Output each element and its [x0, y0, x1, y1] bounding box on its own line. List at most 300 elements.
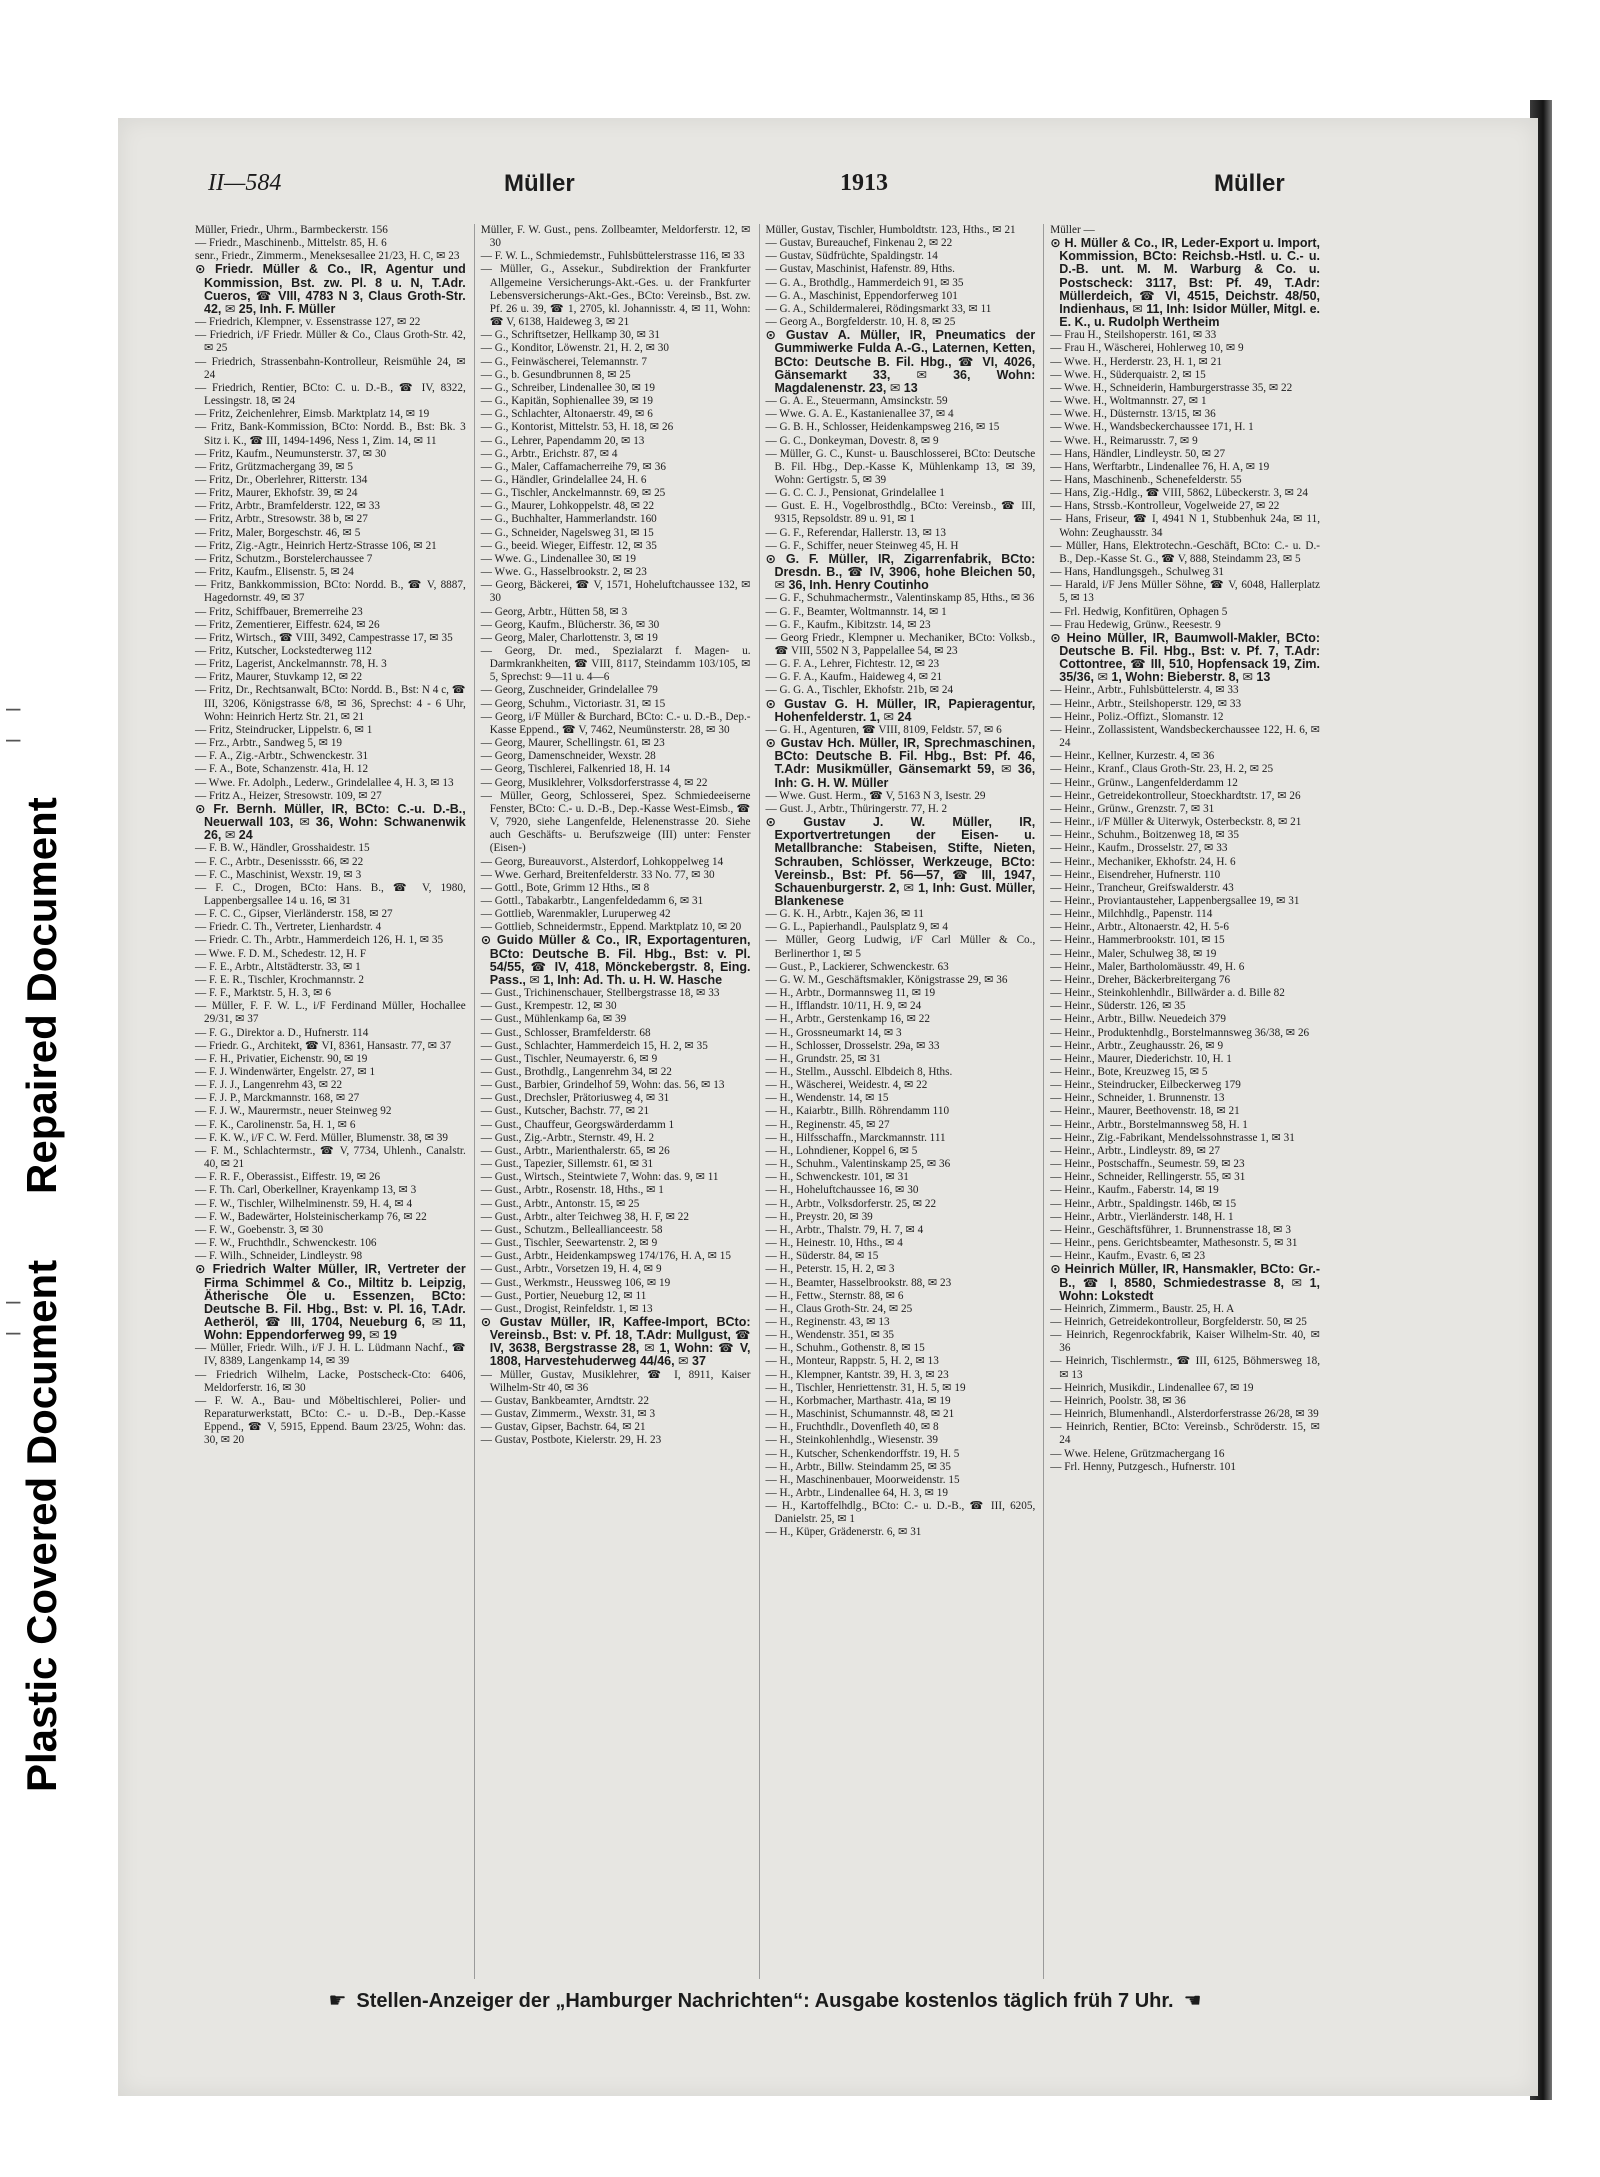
- directory-entry: — Wwe. H., Süderquaistr. 2, ✉ 15: [1050, 368, 1206, 381]
- directory-entry: — Heinrich, Getreidekontrolleur, Borgfelderstr. 50, ✉ 25: [1050, 1315, 1307, 1328]
- directory-entry: — Gust., Tischler, Neumayerstr. 6, ✉ 9: [480, 1052, 658, 1065]
- directory-entry: — Gust., Chauffeur, Georgswärderdamm 1: [480, 1118, 675, 1131]
- directory-entry: — Heinr., Arbtr., Borstelmannsweg 58, H. 1: [1050, 1118, 1248, 1131]
- directory-entry: — Heinr., Schuhm., Boitzenweg 18, ✉ 35: [1050, 829, 1239, 842]
- directory-entry: — Gustav, Bankbeamter, Arndtstr. 22: [480, 1394, 649, 1407]
- directory-entry: — G., Schneider, Nagelsweg 31, ✉ 15: [480, 526, 654, 539]
- directory-entry: — Friedrich, Klempner, v. Essenstrasse 127, ✉ 22: [195, 316, 421, 329]
- directory-entry: — Georg, Musiklehrer, Volksdorferstrasse 4, ✉ 22: [480, 776, 708, 789]
- directory-entry: — Gust., Arbtr., Antonstr. 15, ✉ 25: [480, 1197, 640, 1210]
- directory-entry: — H., Süderstr. 84, ✉ 15: [765, 1250, 879, 1263]
- directory-entry: — F. G., Direktor a. D., Hufnerstr. 114: [195, 1026, 369, 1039]
- directory-entry: — Heinr., Arbtr., Spaldingstr. 146b, ✉ 15: [1050, 1197, 1237, 1210]
- directory-entry: — H., Kaiarbtr., Billh. Röhrendamm 110: [765, 1105, 950, 1118]
- directory-entry: — Müller, Hans, Elektrotechn.-Geschäft, BCto: C.- u. D.-B., Dep.-Kasse St. G., ☎ V, 888, Steindamm 23, ✉ 5: [1050, 539, 1320, 565]
- directory-entry: — Frl. Henny, Putzgesch., Hufnerstr. 101: [1050, 1460, 1236, 1473]
- directory-entry: — G., Maurer, Lohkoppelstr. 48, ✉ 22: [480, 500, 655, 513]
- directory-entry: — H., Korbmacher, Marthastr. 41a, ✉ 19: [765, 1394, 951, 1407]
- directory-entry: — H., Claus Groth-Str. 24, ✉ 25: [765, 1302, 913, 1315]
- directory-entry: — Heinr., Arbtr., Vierländerstr. 148, H. 1: [1050, 1210, 1234, 1223]
- directory-entry: Müller, Gustav, Tischler, Humboldtstr. 123, Hths., ✉ 21: [765, 224, 1016, 236]
- directory-entry: — G., Schriftsetzer, Hellkamp 30, ✉ 31: [480, 329, 660, 342]
- directory-entry: — H., Schwenckestr. 101, ✉ 31: [765, 1171, 909, 1184]
- directory-entry: — H., Steinkohlenhdlg., Wiesenstr. 39: [765, 1434, 938, 1447]
- directory-entry: — Gustav, Südfrüchte, Spaldingstr. 14: [765, 250, 938, 263]
- directory-entry: — H., Lohndiener, Koppel 6, ✉ 5: [765, 1144, 918, 1157]
- directory-entry: — Heinrich, Poolstr. 38, ✉ 36: [1050, 1394, 1186, 1407]
- directory-entry: — G. A., Brothdlg., Hammerdeich 91, ✉ 35: [765, 276, 964, 289]
- directory-entry: — Friedrich, Rentier, BCto: C. u. D.-B., ☎ IV, 8322, Lessingstr. 18, ✉ 24: [195, 381, 466, 408]
- directory-entry: — Harald, i/F Jens Müller Söhne, ☎ V, 6048, Hallerplatz 5, ✉ 13: [1050, 579, 1320, 605]
- directory-entry: — Gottl., Tabakarbtr., Langenfeldedamm 6, ✉ 31: [480, 894, 704, 907]
- directory-entry: — G. C. C. J., Pensionat, Grindelallee 1: [765, 487, 945, 500]
- directory-entry: — F. A., Zig.-Arbtr., Schwenckestr. 31: [195, 750, 369, 763]
- directory-entry: — H., Reginenstr. 43, ✉ 13: [765, 1315, 890, 1328]
- directory-entry: — Heinr., Maurer, Beethovenstr. 18, ✉ 21: [1050, 1105, 1240, 1118]
- directory-entry: — H., Schlosser, Drosselstr. 29a, ✉ 33: [765, 1039, 940, 1052]
- directory-entry: — Fritz, Kaufm., Elisenstr. 5, ✉ 24: [195, 566, 354, 579]
- directory-entry: — Heinr., Grünw., Langenfelderdamm 12: [1050, 776, 1238, 789]
- directory-entry: — F. C., Drogen, BCto: Hans. B., ☎ V, 1980, Lappenbergsallee 14 u. 16, ✉ 31: [195, 881, 466, 907]
- directory-entry: — Hans, Händler, Lindleystr. 50, ✉ 27: [1050, 447, 1226, 460]
- directory-entry: — Fritz, Lagerist, Anckelmannstr. 78, H. 3: [195, 658, 387, 671]
- directory-entry: — Georg A., Borgfelderstr. 10, H. 8, ✉ 25: [765, 316, 956, 329]
- directory-entry: — Müller, Gustav, Musiklehrer, ☎ I, 8911, Kaiser Wilhelm-Str 40, ✉ 36: [480, 1368, 751, 1394]
- directory-entry: — Heinr., Zollassistent, Wandsbeckerchaussee 122, H. 6, ✉ 24: [1050, 723, 1320, 750]
- directory-entry: — Fritz, Schutzm., Borstelerchaussee 7: [195, 552, 373, 565]
- directory-entry: — G., Tischler, Anckelmannstr. 69, ✉ 25: [480, 487, 666, 500]
- directory-entry: — H., Klempner, Kantstr. 39, H. 3, ✉ 23: [765, 1368, 949, 1381]
- directory-entry: — Georg, Arbtr., Hütten 58, ✉ 3: [480, 605, 628, 618]
- directory-entry: — Gust., Arbtr., Vorsetzen 19, H. 4, ✉ 9: [480, 1263, 662, 1276]
- directory-entry: — Georg, Bureauvorst., Alsterdorf, Lohkoppelweg 14: [480, 855, 724, 868]
- directory-entry: — G. F., Schuhmachermstr., Valentinskamp 85, Hths., ✉ 36: [765, 592, 1035, 605]
- directory-entry: — H., Monteur, Rappstr. 5, H. 2, ✉ 13: [765, 1355, 939, 1368]
- directory-entry: — Fritz, Wirtsch., ☎ VIII, 3492, Campestrasse 17, ✉ 35: [195, 631, 453, 644]
- directory-entry: Müller, Friedr., Uhrm., Barmbeckerstr. 156: [195, 224, 388, 236]
- directory-entry: — Friedr., Maschinenb., Mittelstr. 85, H. 6: [195, 237, 387, 250]
- directory-entry: — Gust., Portier, Neueburg 12, ✉ 11: [480, 1289, 647, 1302]
- directory-entry: — Heinr., Mechaniker, Ekhofstr. 24, H. 6: [1050, 855, 1236, 868]
- directory-entry: — Wwe. G. A. E., Kastanienallee 37, ✉ 4: [765, 408, 954, 421]
- directory-entry: — F. R. F., Oberassist., Eiffestr. 19, ✉ 26: [195, 1171, 381, 1184]
- directory-entry: — Heinr., Süderstr. 126, ✉ 35: [1050, 1000, 1186, 1013]
- directory-entry: — Hans, Handlungsgeh., Schulweg 31: [1050, 566, 1224, 579]
- directory-entry: — Wwe. H., Düsternstr. 13/15, ✉ 36: [1050, 408, 1216, 421]
- directory-entry: — Friedr. G., Architekt, ☎ VI, 8361, Hansastr. 77, ✉ 37: [195, 1039, 452, 1052]
- directory-entry: — Fritz, Schiffbauer, Bremerreihe 23: [195, 605, 363, 618]
- directory-entry: — Frau H., Steilshoperstr. 161, ✉ 33: [1050, 329, 1217, 342]
- directory-entry: — G. H., Agenturen, ☎ VIII, 8109, Feldstr. 57, ✉ 6: [765, 723, 1002, 736]
- directory-entry: — F. E. R., Tischler, Krochmannstr. 2: [195, 973, 364, 986]
- directory-entry: — Heinr., Kranf., Claus Groth-Str. 23, H. 2, ✉ 25: [1050, 763, 1274, 776]
- directory-entry: — Gust., Arbtr., alter Teichweg 38, H. F, ✉ 22: [480, 1210, 689, 1223]
- margin-dash-mark: – –: [6, 1285, 21, 1346]
- directory-entry: — G. G. A., Tischler, Ekhofstr. 21b, ✉ 24: [765, 684, 954, 697]
- directory-entry: — H., Arbtr., Thalstr. 79, H. 7, ✉ 4: [765, 1223, 924, 1236]
- directory-entry: — Heinr., i/F Müller & Uiterwyk, Osterbeckstr. 8, ✉ 21: [1050, 816, 1302, 829]
- directory-entry: ⊙ Gustav J. W. Müller, IR, Exportvertretungen der Eisen- u. Metallbranche: Stabeisen, Stifte, Nieten, Schrauben, Schlösser, Werkzeuge, BCto: Vereinsb., Bst: Pf. 56—57, ☎ III, 1947, Schauenburgerstr. 2, ✉ 1, Inh: Gust. Müller, Blankenese: [765, 815, 1036, 908]
- directory-entry: — H., Beamter, Hasselbrookstr. 88, ✉ 23: [765, 1276, 952, 1289]
- directory-entry: — Fritz, Kutscher, Lockstedterweg 112: [195, 645, 372, 657]
- directory-entry: — Heinr., Kaufm., Faberstr. 14, ✉ 19: [1050, 1184, 1219, 1197]
- directory-entry: — Friedrich, Strassenbahn-Kontrolleur, Reismühle 24, ✉ 24: [195, 355, 466, 381]
- repaired-document-label: Repaired Document: [18, 797, 65, 1194]
- directory-entry: — G., Händler, Grindelallee 24, H. 6: [480, 473, 647, 486]
- directory-entry: — H., Fettw., Sternstr. 88, ✉ 6: [765, 1289, 904, 1302]
- directory-entry: — Wwe. G., Lindenallee 30, ✉ 19: [480, 552, 636, 565]
- directory-entry: — Heinr., Hammerbrookstr. 101, ✉ 15: [1050, 934, 1225, 947]
- directory-entry: — Heinr., Arbtr., Lindleystr. 89, ✉ 27: [1050, 1144, 1220, 1157]
- directory-entry: senr., Friedr., Zimmerm., Meneksesallee 21/23, H. C, ✉ 23: [195, 250, 460, 263]
- directory-entry: — G., Kapitän, Sophienallee 39, ✉ 19: [480, 395, 653, 408]
- directory-entry: — F. K. W., i/F C. W. Ferd. Müller, Blumenstr. 38, ✉ 39: [195, 1131, 448, 1144]
- directory-entry: — Heinr., Produktenhdlg., Borstelmannsweg 36/38, ✉ 26: [1050, 1026, 1310, 1039]
- directory-entry: — Heinr., Arbtr., Altonaerstr. 42, H. 5-6: [1050, 921, 1229, 934]
- directory-entry: — Fritz, Grützmachergang 39, ✉ 5: [195, 460, 353, 473]
- directory-entry: — Gottlieb, Warenmakler, Luruperweg 42: [480, 908, 671, 921]
- page-header: [208, 170, 1318, 210]
- directory-entry: — G. W. M., Geschäftsmakler, Königstrasse 29, ✉ 36: [765, 973, 1008, 986]
- directory-entry: — H., Hoheluftchaussee 16, ✉ 30: [765, 1184, 919, 1197]
- directory-entry: — H., Arbtr., Billw. Steindamm 25, ✉ 35: [765, 1460, 951, 1473]
- directory-columns: [189, 224, 1324, 1979]
- directory-entry: — Gust., Schlachter, Hammerdeich 15, H. 2, ✉ 35: [480, 1039, 708, 1052]
- directory-entry: — Gust., Kutscher, Bachstr. 77, ✉ 21: [480, 1105, 650, 1118]
- directory-entry: — Wwe. F. D. M., Schedestr. 12, H. F: [195, 947, 367, 960]
- directory-entry: — Gust., Arbtr., Rosenstr. 18, Hths., ✉ 1: [480, 1184, 664, 1197]
- directory-entry: Müller —: [1050, 224, 1095, 236]
- directory-entry: — H., Grundstr. 25, ✉ 31: [765, 1052, 881, 1065]
- directory-entry: — Georg, Zuschneider, Grindelallee 79: [480, 684, 658, 697]
- directory-entry: — F. W., Fruchthdlr., Schwenckestr. 106: [195, 1237, 377, 1250]
- directory-entry: — G. C., Donkeyman, Dovestr. 8, ✉ 9: [765, 434, 939, 447]
- directory-entry: — G. F., Schiffer, neuer Steinweg 45, H. H: [765, 539, 959, 552]
- directory-entry: — Fritz, Kaufm., Neumunsterstr. 37, ✉ 30: [195, 447, 387, 460]
- directory-entry: — Gustav, Gipser, Bachstr. 64, ✉ 21: [480, 1421, 646, 1434]
- directory-entry: — Gust., Zig.-Arbtr., Sternstr. 49, H. 2: [480, 1131, 655, 1144]
- directory-entry: — G. F. A., Lehrer, Fichtestr. 12, ✉ 23: [765, 658, 940, 671]
- directory-entry: ⊙ Gustav G. H. Müller, IR, Papieragentur, Hohenfelderstr. 1, ✉ 24: [765, 696, 1036, 724]
- directory-entry: — Fritz, Zeichenlehrer, Eimsb. Marktplatz 14, ✉ 19: [195, 408, 430, 421]
- directory-entry: ⊙ Friedr. Müller & Co., IR, Agentur und Kommission, Bst. zw. Pl. 8 u. N, T.Adr. Cueros, ☎ VIII, 4783 N 3, Claus Groth-Str. 42, ✉ 25, Inh. F. Müller: [195, 262, 466, 316]
- directory-entry: — Müller, Georg Ludwig, i/F Carl Müller & Co., Berlinerthor 1, ✉ 5: [765, 934, 1036, 960]
- directory-entry: — Heinrich, Zimmerm., Baustr. 25, H. A: [1050, 1302, 1235, 1315]
- directory-entry: — F. J. J., Langenrehm 43, ✉ 22: [195, 1079, 343, 1092]
- directory-entry: — Gustav, Maschinist, Hafenstr. 89, Hths.: [765, 263, 955, 276]
- directory-column-4: [1043, 224, 1324, 1979]
- directory-column-1: [189, 224, 470, 1979]
- directory-entry: ⊙ Heino Müller, IR, Baumwoll-Makler, BCto: Deutsche B. Fil. Hbg., Bst: v. Pf. 7, T.Adr: Cottontree, ☎ III, 510, Hopfensack 19, Zim. 35/36, ✉ 1, Wohn: Bieberstr. 8, ✉ 13: [1050, 630, 1320, 685]
- directory-entry: — H., Maschinenbauer, Moorweidenstr. 15: [765, 1473, 960, 1486]
- directory-entry: — Gust., Arbtr., Heidenkampsweg 174/176, H. A, ✉ 15: [480, 1250, 731, 1263]
- directory-entry: — Frz., Arbtr., Sandweg 5, ✉ 19: [195, 737, 343, 750]
- directory-entry: — Georg, Dr. med., Spezialarzt f. Magen- u. Darmkrankheiten, ☎ VIII, 8117, Steindamm 103/105, ✉ 5, Sprechst: 9—11 u. 4—6: [480, 645, 751, 684]
- page-number: II—584: [208, 170, 282, 196]
- directory-entry: — Wwe. H., Woltmannstr. 27, ✉ 1: [1050, 395, 1207, 408]
- directory-entry: — Wwe. H., Schneiderin, Hamburgerstrasse 35, ✉ 22: [1050, 381, 1293, 394]
- directory-entry: — Gottlieb, Schneidermstr., Eppend. Marktplatz 10, ✉ 20: [480, 921, 742, 934]
- directory-entry: — Heinr., Kellner, Kurzestr. 4, ✉ 36: [1050, 750, 1215, 763]
- directory-entry: — H., Schuhm., Gothenstr. 8, ✉ 15: [765, 1342, 925, 1355]
- directory-entry: — Wwe. G., Hasselbrookstr. 2, ✉ 23: [480, 566, 647, 579]
- directory-entry: — F. J. W., Maurermstr., neuer Steinweg 92: [195, 1105, 392, 1118]
- directory-entry: — F. E., Arbtr., Altstädterstr. 33, ✉ 1: [195, 960, 361, 973]
- directory-entry: — H., Maschinist, Schumannstr. 48, ✉ 21: [765, 1408, 955, 1421]
- directory-entry: — Georg Friedr., Klempner u. Mechaniker, BCto: Volksb., ☎ VIII, 5502 N 3, Pappelallee 54, ✉ 23: [765, 631, 1036, 657]
- header-name-right: Müller: [1214, 170, 1285, 197]
- directory-entry: — Fritz, Arbtr., Stresowstr. 38 b, ✉ 27: [195, 513, 368, 526]
- directory-entry: — G., beeid. Wieger, Eiffestr. 12, ✉ 35: [480, 539, 657, 552]
- directory-entry: — G. F. A., Kaufm., Haideweg 4, ✉ 21: [765, 671, 943, 684]
- directory-entry: — Gust., Wirtsch., Steintwiete 7, Wohn: das. 9, ✉ 11: [480, 1171, 719, 1184]
- directory-entry: — G. F., Referendar, Hallerstr. 13, ✉ 13: [765, 526, 946, 539]
- directory-entry: — Fritz A., Heizer, Stresowstr. 109, ✉ 27: [195, 789, 382, 802]
- directory-entry: — H., Reginenstr. 45, ✉ 27: [765, 1118, 890, 1131]
- directory-entry: — Gust., Schlosser, Bramfelderstr. 68: [480, 1026, 651, 1039]
- directory-entry: — G., Buchhalter, Hammerlandstr. 160: [480, 513, 657, 526]
- directory-entry: — Georg, Tischlerei, Falkenried 18, H. 14: [480, 763, 671, 776]
- directory-entry: — Georg, Damenschneider, Wexstr. 28: [480, 750, 656, 763]
- directory-entry: — Heinrich, Regenrockfabrik, Kaiser Wilhelm-Str. 40, ✉ 36: [1050, 1329, 1320, 1355]
- directory-entry: — G., Konditor, Löwenstr. 21, H. 2, ✉ 30: [480, 342, 669, 355]
- directory-entry: — Gust., Drechsler, Prätoriusweg 4, ✉ 31: [480, 1092, 670, 1105]
- directory-entry: — G., b. Gesundbrunnen 8, ✉ 25: [480, 368, 631, 381]
- directory-entry: — Heinr., Arbtr., Fuhlsbüttelerstr. 4, ✉ 33: [1050, 684, 1239, 697]
- directory-entry: — Fritz, Arbtr., Bramfelderstr. 122, ✉ 33: [195, 500, 380, 513]
- directory-entry: — F. B. W., Händler, Grosshaidestr. 15: [195, 842, 370, 855]
- directory-entry: — G. A., Maschinist, Eppendorferweg 101: [765, 289, 958, 302]
- directory-entry: ⊙ Gustav Hch. Müller, IR, Sprechmaschinen, BCto: Deutsche B. Fil. Hbg., Bst: Pf. 46, T.Adr: Musikmüller, Gänsemarkt 59, ✉ 36, Inh: G. H. W. Müller: [765, 736, 1036, 790]
- directory-entry: — H., Wendenstr. 351, ✉ 35: [765, 1329, 895, 1342]
- directory-entry: — Müller, G., Assekur., Subdirektion der Frankfurter Allgemeine Versicherungs-Akt.-Ges. u. der Frankfurter Lebensversicherungs-Akt.-Ges., BCto: Vereinsb., Bst. zw. Pf. 26 u. 39, ☎ 1, 2705, kl. Johannisstr. 4, ✉ 11, Wohn: ☎ V, 6138, Haideweg 3, ✉ 21: [480, 263, 751, 329]
- directory-entry: — Wwe. H., Herderstr. 23, H. 1, ✉ 21: [1050, 355, 1222, 368]
- directory-entry: — Gust., Tapezier, Sillemstr. 61, ✉ 31: [480, 1158, 654, 1171]
- header-year: 1913: [840, 170, 888, 196]
- margin-dash-mark: – –: [6, 692, 21, 753]
- pointing-hand-icon: ☚: [1183, 1990, 1202, 2012]
- directory-entry: — F. A., Bote, Schanzenstr. 41a, H. 12: [195, 763, 369, 776]
- directory-entry: — F. W., Tischler, Wilhelminenstr. 59, H. 4, ✉ 4: [195, 1197, 413, 1210]
- directory-entry: — Gust., Barbier, Grindelhof 59, Wohn: das. 56, ✉ 13: [480, 1079, 725, 1092]
- directory-entry: — G., Arbtr., Erichstr. 87, ✉ 4: [480, 447, 618, 460]
- directory-entry: — Heinr., Grünw., Grenzstr. 7, ✉ 31: [1050, 802, 1215, 815]
- directory-entry: — H., Wendenstr. 14, ✉ 15: [765, 1092, 889, 1105]
- directory-entry: — H., Kartoffelhdlg., BCto: C.- u. D.-B., ☎ III, 6205, Danielstr. 25, ✉ 1: [765, 1500, 1036, 1526]
- directory-entry: — G. L., Papierhandl., Paulsplatz 9, ✉ 4: [765, 921, 948, 934]
- directory-entry: — Friedr. C. Th., Arbtr., Hammerdeich 126, H. 1, ✉ 35: [195, 934, 444, 947]
- directory-entry: — Gust., Schutzm., Belleallianceestr. 58: [480, 1223, 663, 1236]
- directory-entry: — Heinrich, Blumenhandl., Alsterdorferstrasse 26/28, ✉ 39: [1050, 1408, 1319, 1421]
- directory-entry: — Heinr., Poliz.-Offizt., Slomanstr. 12: [1050, 710, 1224, 723]
- directory-entry: — Heinr., Kaufm., Evastr. 6, ✉ 23: [1050, 1250, 1206, 1263]
- directory-entry: — H., Heinestr. 10, Hths., ✉ 4: [765, 1237, 903, 1250]
- directory-entry: ⊙ Heinrich Müller, IR, Hansmakler, BCto: Gr.-B., ☎ I, 8580, Schmiedestrasse 8, ✉ 1, Wohn: Lokstedt: [1050, 1262, 1320, 1303]
- directory-entry: — Heinrich, Musikdir., Lindenallee 67, ✉ 19: [1050, 1381, 1254, 1394]
- directory-entry: — Heinrich, Tischlermstr., ☎ III, 6125, Böhmersweg 18, ✉ 13: [1050, 1355, 1320, 1381]
- directory-entry: — H., Ifflandstr. 10/11, H. 9, ✉ 24: [765, 1000, 922, 1013]
- directory-entry: — Gust., Tischler, Seewartenstr. 2, ✉ 9: [480, 1237, 658, 1250]
- directory-entry: — Gustav, Bureauchef, Finkenau 2, ✉ 22: [765, 237, 953, 250]
- directory-entry: — F. J. Windenwärter, Engelstr. 27, ✉ 1: [195, 1066, 376, 1078]
- directory-entry: — Fritz, Maurer, Stuvkamp 12, ✉ 22: [195, 671, 363, 684]
- directory-entry: — G. F., Beamter, Woltmannstr. 14, ✉ 1: [765, 605, 947, 618]
- directory-entry: — Wwe. H., Wandsbeckerchaussee 171, H. 1: [1050, 421, 1254, 434]
- directory-entry: — Heinr., Maler, Bartholomäusstr. 49, H. 6: [1050, 960, 1245, 973]
- directory-entry: — H., Arbtr., Lindenallee 64, H. 3, ✉ 19: [765, 1487, 948, 1499]
- directory-entry: — Heinr., Kaufm., Drosselstr. 27, ✉ 33: [1050, 842, 1228, 855]
- directory-entry: — G. A. E., Steuermann, Amsinckstr. 59: [765, 395, 948, 408]
- directory-entry: — Heinr., Geschäftsführer, 1. Brunnenstrasse 18, ✉ 3: [1050, 1223, 1291, 1236]
- directory-entry: — G., Kontorist, Mittelstr. 53, H. 18, ✉ 26: [480, 421, 674, 434]
- directory-entry: — Heinr., Postschaffn., Seumestr. 59, ✉ 23: [1050, 1158, 1245, 1171]
- directory-entry: — Heinr., Steinkohlenhdlr., Billwärder a. d. Bille 82: [1050, 987, 1285, 1000]
- directory-entry: — F. M., Schlachtermstr., ☎ V, 7734, Uhlenh., Canalstr. 40, ✉ 21: [195, 1144, 466, 1171]
- directory-entry: Müller, F. W. Gust., pens. Zollbeamter, Meldorferstr. 12, ✉ 30: [480, 224, 751, 250]
- directory-entry: — H., Tischler, Henriettenstr. 31, H. 5, ✉ 19: [765, 1381, 966, 1394]
- directory-entry: — Fritz, Bank-Kommission, BCto: Nordd. B., Bst: Bk. 3 Sitz i. K., ☎ III, 1494-1496, Ness 1, Zim. 14, ✉ 11: [195, 421, 466, 447]
- directory-entry: — Heinr., Dreher, Bäckerbreitergang 76: [1050, 973, 1231, 986]
- directory-entry: — Gottl., Bote, Grimm 12 Hths., ✉ 8: [480, 881, 650, 894]
- directory-entry: — H., Wäscherei, Weidestr. 4, ✉ 22: [765, 1079, 928, 1092]
- directory-entry: — Hans, Strssb.-Kontrolleur, Vogelweide 27, ✉ 22: [1050, 500, 1280, 513]
- directory-entry: — Heinr., Getreidekontrolleur, Stoeckhardtstr. 17, ✉ 26: [1050, 789, 1301, 802]
- directory-entry: — Georg, Kaufm., Blücherstr. 36, ✉ 30: [480, 618, 660, 631]
- directory-entry: — Heinr., pens. Gerichtsbeamter, Mathesonstr. 5, ✉ 31: [1050, 1237, 1298, 1250]
- directory-entry: — Heinr., Arbtr., Zeughausstr. 26, ✉ 9: [1050, 1039, 1224, 1052]
- directory-entry: — H., Arbtr., Gerstenkamp 16, ✉ 22: [765, 1013, 930, 1026]
- directory-entry: — G. B. H., Schlosser, Heidenkampsweg 216, ✉ 15: [765, 421, 1000, 434]
- directory-entry: — Müller, F. F. W. L., i/F Ferdinand Müller, Hochallee 29/31, ✉ 37: [195, 1000, 466, 1026]
- directory-entry: — F. C., Maschinist, Wexstr. 19, ✉ 3: [195, 868, 362, 881]
- directory-entry: — F. W., Goebenstr. 3, ✉ 30: [195, 1223, 324, 1236]
- directory-entry: — F. C. C., Gipser, Vierländerstr. 158, ✉ 27: [195, 908, 393, 921]
- directory-entry: — Heinr., Steindrucker, Eilbeckerweg 179: [1050, 1079, 1241, 1092]
- directory-entry: — F. H., Privatier, Eichenstr. 90, ✉ 19: [195, 1052, 368, 1065]
- directory-entry: — H., Stellm., Ausschl. Elbdeich 8, Hths.: [765, 1066, 953, 1078]
- header-name-left: Müller: [504, 170, 575, 197]
- directory-entry: — G. A., Schildermalerei, Rödingsmarkt 33, ✉ 11: [765, 302, 992, 315]
- directory-entry: — Heinr., Schneider, 1. Brunnenstr. 13: [1050, 1092, 1225, 1105]
- directory-entry: — Fritz, Dr., Oberlehrer, Ritterstr. 134: [195, 473, 368, 486]
- directory-entry: — Heinr., Bote, Kreuzweg 15, ✉ 5: [1050, 1066, 1208, 1078]
- directory-entry: — H., Fruchthdlr., Dovenfleth 40, ✉ 8: [765, 1421, 939, 1434]
- directory-entry: — Hans, Friseur, ☎ I, 4941 N 1, Stubbenhuk 24a, ✉ 11, Wohn: Zeughausstr. 34: [1050, 513, 1320, 539]
- directory-entry: — Gust., Krempestr. 12, ✉ 30: [480, 1000, 617, 1013]
- directory-column-2: [474, 224, 755, 1979]
- directory-column-3: [759, 224, 1040, 1979]
- directory-entry: — Heinr., Arbtr., Billw. Neuedeich 379: [1050, 1013, 1227, 1026]
- directory-entry: — Gust., Werkmstr., Heussweg 106, ✉ 19: [480, 1276, 671, 1289]
- directory-entry: — H., Preystr. 20, ✉ 39: [765, 1210, 873, 1223]
- directory-entry: — H., Hilfsschaffn., Marckmannstr. 111: [765, 1131, 946, 1144]
- directory-entry: — Müller, Friedr. Wilh., i/F J. H. L. Lüdmann Nachf., ☎ IV, 8389, Langenkamp 14, ✉ 39: [195, 1342, 466, 1368]
- directory-entry: — Friedrich Wilhelm, Lacke, Postscheck-Cto: 6406, Meldorferstr. 16, ✉ 30: [195, 1368, 466, 1394]
- directory-entry: — G., Maler, Caffamacherreihe 79, ✉ 36: [480, 460, 666, 473]
- directory-entry: — F. F., Marktstr. 5, H. 3, ✉ 6: [195, 987, 331, 1000]
- directory-entry: — Gustav, Zimmerm., Wexstr. 31, ✉ 3: [480, 1408, 656, 1421]
- directory-entry: — Heinr., Eisendreher, Hufnerstr. 110: [1050, 868, 1221, 881]
- footer-text: Stellen-Anzeiger der „Hamburger Nachrichten“: Ausgabe kostenlos täglich früh 7 Uhr.: [356, 1990, 1174, 2012]
- directory-entry: — H., Arbtr., Volksdorferstr. 25, ✉ 22: [765, 1197, 937, 1210]
- directory-entry: — Heinr., Maler, Schulweg 38, ✉ 19: [1050, 947, 1217, 960]
- directory-entry: — Frau Hedewig, Grünw., Reesestr. 9: [1050, 618, 1221, 631]
- directory-entry: — Fritz, Maurer, Ekhofstr. 39, ✉ 24: [195, 487, 358, 500]
- directory-entry: — Gust., Arbtr., Marienthalerstr. 65, ✉ 26: [480, 1144, 670, 1157]
- directory-entry: — H., Küper, Grädenerstr. 6, ✉ 31: [765, 1526, 922, 1539]
- directory-entry: — Hans, Werftarbtr., Lindenallee 76, H. A, ✉ 19: [1050, 460, 1270, 473]
- directory-entry: — Gust., P., Lackierer, Schwenckestr. 63: [765, 960, 949, 973]
- directory-entry: ⊙ Gustav A. Müller, IR, Pneumatics der Gummiwerke Fulda A.-G., Laternen, Ketten, BCto: Deutsche B. Fil. Hbg., ☎ VI, 4026, Gänsemarkt 33, ✉ 36, Wohn: Magdalenenstr. 23, ✉ 13: [765, 328, 1036, 395]
- directory-entry: — Fritz, Dr., Rechtsanwalt, BCto: Nordd. B., Bst: N 4 c, ☎ III, 3206, Königstrasse 6/8, ✉ 36, Sprechst: 4 - 6 Uhr, Wohn: Heinrich Hertz Str. 21, ✉ 21: [195, 684, 466, 723]
- directory-entry: — G. K. H., Arbtr., Kajen 36, ✉ 11: [765, 908, 924, 921]
- directory-entry: — Fritz, Zementierer, Eiffestr. 624, ✉ 26: [195, 618, 380, 631]
- directory-entry: ⊙ Guido Müller & Co., IR, Exportagenturen, BCto: Deutsche B. Fil. Hbg., Bst: v. Pl. 54/55, ☎ IV, 418, Mönckebergstr. 8, Eing. Pass., ✉ 1, Inh: Ad. Th. u. H. W. Hasche: [480, 933, 751, 987]
- directory-entry: — Georg, Bäckerei, ☎ V, 1571, Hoheluftchaussee 132, ✉ 30: [480, 579, 751, 605]
- directory-entry: — Wwe. Helene, Grützmachergang 16: [1050, 1447, 1225, 1460]
- directory-entry: — G. F., Kaufm., Kibitzstr. 14, ✉ 23: [765, 618, 931, 631]
- directory-entry: — G., Schlachter, Altonaerstr. 49, ✉ 6: [480, 408, 653, 421]
- directory-entry: — Heinr., Arbtr., Steilshoperstr. 129, ✉ 33: [1050, 697, 1242, 710]
- directory-entry: — G., Lehrer, Papendamm 20, ✉ 13: [480, 434, 645, 447]
- directory-entry: — Gustav, Postbote, Kielerstr. 29, H. 23: [480, 1434, 662, 1447]
- directory-entry: — Gust., Trichinenschauer, Stellbergstrasse 18, ✉ 33: [480, 987, 720, 1000]
- directory-entry: — H., Schuhm., Valentinskamp 25, ✉ 36: [765, 1158, 951, 1171]
- directory-entry: ⊙ Gustav Müller, IR, Kaffee-Import, BCto: Vereinsb., Bst: v. Pf. 18, T.Adr: Mullgust, ☎ IV, 3638, Bergstrasse 28, ✉ 1, Wohn: ☎ V, 1808, Harvestehuderweg 44/46, ✉ 37: [480, 1314, 751, 1369]
- directory-entry: — Heinr., Trancheur, Greifswalderstr. 43: [1050, 881, 1234, 894]
- directory-entry: — Müller, G. C., Kunst- u. Bauschlosserei, BCto: Deutsche B. Fil. Hbg., Dep.-Kasse K, Mühlenkamp 13, ✉ 39, Wohn: Gertigstr. 5, ✉ 39: [765, 447, 1036, 486]
- directory-entry: — Hans, Maschinenb., Schenefelderstr. 55: [1050, 473, 1242, 486]
- page-footer: [200, 1988, 1330, 2018]
- directory-entry: — Georg, i/F Müller & Burchard, BCto: C.- u. D.-B., Dep.-Kasse Eppend., ☎ V, 7462, Neumünsterstr. 28, ✉ 30: [480, 710, 751, 736]
- directory-entry: — F. W. A., Bau- und Möbeltischlerei, Polier- und Reparaturwerkstatt, BCto: C.- u. D.-B., Dep.-Kasse Eppend., ☎ V, 5915, Eppend. Baum 23/25, Wohn: das. 30, ✉ 20: [195, 1394, 466, 1447]
- document-page: [118, 118, 1538, 2096]
- directory-entry: — G., Feinwäscherei, Telemannstr. 7: [480, 355, 647, 368]
- directory-entry: — Wwe. Gerhard, Breitenfelderstr. 33 No. 77, ✉ 30: [480, 868, 715, 881]
- directory-entry: — Heinr., Zig.-Fabrikant, Mendelssohnstrasse 1, ✉ 31: [1050, 1131, 1295, 1144]
- directory-entry: — Frau H., Wäscherei, Hohlerweg 10, ✉ 9: [1050, 342, 1244, 355]
- directory-entry: — Heinrich, Rentier, BCto: Vereinsb., Schröderstr. 15, ✉ 24: [1050, 1421, 1320, 1447]
- directory-entry: — Müller, Georg, Schlosserei, Spez. Schmiedeeiserne Fenster, BCto: C.- u. D.-B., Dep.-Kasse West-Eimsb., ☎ V, 7920, siehe Langenfelde, Helenenstrasse 20. Siehe auch Geschäfts- u. Berufszweige (III) unter: Fenster (Eisen-): [480, 789, 751, 855]
- pointing-hand-icon: ☛: [328, 1990, 347, 2012]
- directory-entry: — F. W. L., Schmiedemstr., Fuhlsbüttelerstrasse 116, ✉ 33: [480, 250, 745, 263]
- directory-entry: — Gust. E. H., Vogelbrosthdlg., BCto: Vereinsb., ☎ III, 9315, Repsoldstr. 89 u. 91, ✉ 1: [765, 500, 1036, 526]
- directory-entry: ⊙ Friedrich Walter Müller, IR, Vertreter der Firma Schimmel & Co., Miltitz b. Leipzig, Ätherische Öle u. Essenzen, BCto: Deutsche B. Fil. Hbg., Bst: v. Pl. 16, T.Adr. Aetheröl, ☎ III, 1704, Neueburg 6, ✉ 11, Wohn: Eppendorferweg 99, ✉ 19: [195, 1262, 466, 1343]
- directory-entry: — Heinr., Schneider, Rellingerstr. 55, ✉ 31: [1050, 1171, 1246, 1184]
- directory-entry: — Heinr., Proviantausteher, Lappenbergsallee 19, ✉ 31: [1050, 894, 1300, 907]
- directory-entry: — F. W., Badewärter, Holsteinischerkamp 76, ✉ 22: [195, 1210, 427, 1223]
- directory-entry: — H., Arbtr., Dormannsweg 11, ✉ 19: [765, 987, 936, 1000]
- directory-entry: — Gust., Brothdlg., Langenrehm 34, ✉ 22: [480, 1066, 672, 1078]
- directory-entry: — F. C., Arbtr., Desenissstr. 66, ✉ 22: [195, 855, 364, 868]
- directory-entry: — Heinr., Milchhdlg., Papenstr. 114: [1050, 908, 1213, 921]
- directory-entry: — Fritz, Maler, Borgeschstr. 46, ✉ 5: [195, 526, 361, 539]
- directory-entry: — Gust., Drogist, Reinfeldstr. 1, ✉ 13: [480, 1302, 653, 1315]
- directory-entry: — Frl. Hedwig, Konfitüren, Ophagen 5: [1050, 605, 1228, 618]
- directory-entry: — F. Th. Carl, Oberkellner, Krayenkamp 13, ✉ 3: [195, 1184, 417, 1197]
- directory-entry: — Wwe. Fr. Adolph., Lederw., Grindelallee 4, H. 3, ✉ 13: [195, 776, 454, 789]
- directory-entry: — H., Grossneumarkt 14, ✉ 3: [765, 1026, 902, 1039]
- directory-entry: — Hans, Zig.-Hdlg., ☎ VIII, 5862, Lübeckerstr. 3, ✉ 24: [1050, 487, 1308, 500]
- directory-entry: — F. K., Carolinenstr. 5a, H. 1, ✉ 6: [195, 1118, 356, 1131]
- directory-entry: — Wwe. Gust. Herm., ☎ V, 5163 N 3, Isestr. 29: [765, 789, 986, 802]
- directory-entry: — Gust. J., Arbtr., Thüringerstr. 77, H. 2: [765, 802, 948, 815]
- directory-entry: — Friedrich, i/F Friedr. Müller & Co., Claus Groth-Str. 42, ✉ 25: [195, 329, 466, 355]
- directory-entry: — Gust., Mühlenkamp 6a, ✉ 39: [480, 1013, 627, 1026]
- directory-entry: — Georg, Schuhm., Victoriastr. 31, ✉ 15: [480, 697, 666, 710]
- directory-entry: — Georg, Maler, Charlottenstr. 3, ✉ 19: [480, 631, 658, 644]
- directory-entry: ⊙ H. Müller & Co., IR, Leder-Export u. Import, Kommission, BCto: Reichsb.-Hstl. u. C.- u. D.-B. unt. M. M. Warburg & Co. u. Postscheck: 3117, Bst: Pf. 49, T.Adr: Müllerdeich, ☎ VI, 4515, Deichstr. 48/50, Indienhaus, ✉ 11, Inh: Isidor Müller, Mitgl. e. E. K., u. Rudolph Wertheim: [1050, 236, 1320, 330]
